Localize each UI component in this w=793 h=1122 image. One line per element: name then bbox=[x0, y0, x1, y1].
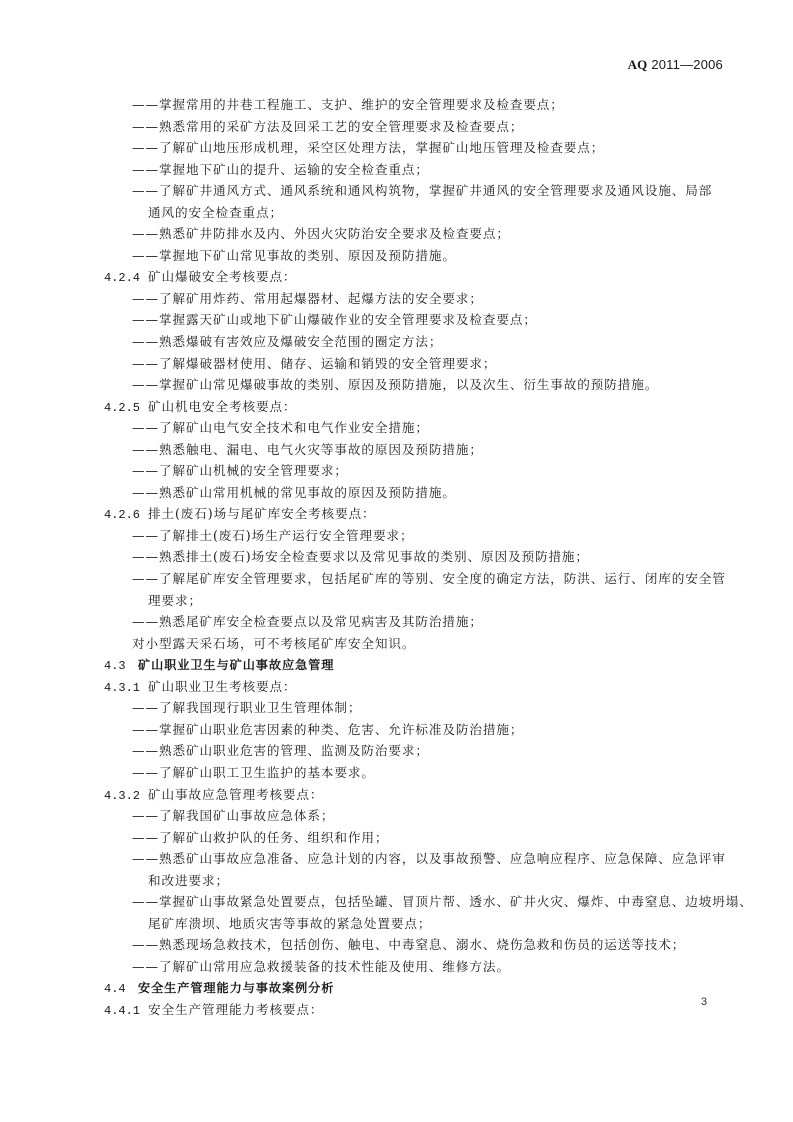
line-text: ——掌握矿山常见爆破事故的类别、原因及预防措施，以及次生、衍生事故的预防措施。 bbox=[132, 377, 659, 393]
standard-prefix: AQ bbox=[627, 57, 648, 72]
section-title: 矿山职业卫生与矿山事故应急管理 bbox=[138, 658, 335, 673]
section-title: 矿山机电安全考核要点： bbox=[148, 398, 297, 414]
line-text: ——了解我国矿山事故应急体系； bbox=[132, 808, 335, 824]
section-number: 4.3.1 bbox=[104, 680, 141, 695]
list-item bbox=[104, 94, 724, 116]
section-heading bbox=[104, 977, 724, 999]
list-item bbox=[104, 719, 724, 741]
list-item bbox=[104, 288, 724, 310]
section-heading bbox=[104, 654, 724, 676]
list-item bbox=[104, 137, 724, 159]
list-item bbox=[104, 439, 724, 461]
line-text: ——熟悉排土(废石)场安全检查要求以及常见事故的类别、原因及预防措施； bbox=[132, 549, 589, 565]
list-item bbox=[104, 525, 724, 547]
line-text: ——掌握矿山职业危害因素的种类、危害、允许标准及防治措施； bbox=[132, 721, 524, 737]
note-text bbox=[104, 633, 724, 655]
list-item bbox=[104, 611, 724, 633]
list-item bbox=[104, 223, 724, 245]
line-text: ——了解矿山常用应急救援装备的技术性能及使用、维修方法。 bbox=[132, 958, 510, 974]
line-text: ——了解爆破器材使用、储存、运输和销毁的安全管理要求； bbox=[132, 355, 497, 371]
subsection-heading bbox=[104, 784, 724, 806]
line-text: ——了解矿用炸药、常用起爆器材、起爆方法的安全要求； bbox=[132, 290, 483, 306]
section-number: 4.4 bbox=[104, 982, 126, 997]
line-text: 理要求； bbox=[148, 592, 202, 608]
line-text: 尾矿库溃坝、地质灾害等事故的紧急处置要点； bbox=[148, 915, 432, 931]
list-item bbox=[104, 353, 724, 375]
list-item-continuation bbox=[104, 202, 724, 224]
line-text: ——熟悉触电、漏电、电气火灾等事故的原因及预防措施； bbox=[132, 441, 483, 457]
line-text: ——熟悉矿山事故应急准备、应急计划的内容，以及事故预警、应急响应程序、应急保障、应急评审 bbox=[132, 851, 726, 867]
line-text: ——了解矿山地压形成机理，采空区处理方法，掌握矿山地压管理及检查要点； bbox=[132, 140, 605, 156]
section-number: 4.4.1 bbox=[104, 1003, 141, 1018]
list-item-continuation bbox=[104, 913, 724, 935]
section-title: 安全生产管理能力与事故案例分析 bbox=[138, 981, 335, 996]
page-number: 3 bbox=[701, 996, 708, 1008]
line-text: ——熟悉矿井防排水及内、外因火灾防治安全要求及检查要点； bbox=[132, 226, 510, 242]
list-item bbox=[104, 546, 724, 568]
line-text: ——熟悉矿山职业危害的管理、监测及防治要求； bbox=[132, 743, 429, 759]
list-item bbox=[104, 848, 724, 870]
line-text: ——了解尾矿库安全管理要求，包括尾矿库的等别、安全度的确定方法，防洪、运行、闭库的安全管 bbox=[132, 571, 726, 587]
list-item bbox=[104, 309, 724, 331]
subsection-heading bbox=[104, 676, 724, 698]
line-text: ——熟悉矿山常用机械的常见事故的原因及预防措施。 bbox=[132, 484, 456, 500]
list-item bbox=[104, 740, 724, 762]
line-text: ——了解我国现行职业卫生管理体制； bbox=[132, 700, 362, 716]
line-text: ——掌握常用的井巷工程施工、支护、维护的安全管理要求及检查要点； bbox=[132, 97, 564, 112]
list-item-continuation bbox=[104, 590, 724, 612]
subsection-heading bbox=[104, 396, 724, 418]
line-text: ——熟悉尾矿库安全检查要点以及常见病害及其防治措施； bbox=[132, 614, 483, 630]
standard-number: 2011—2006 bbox=[651, 57, 723, 72]
line-text: ——了解矿井通风方式、通风系统和通风构筑物，掌握矿井通风的安全管理要求及通风设施、局部 bbox=[132, 183, 713, 199]
section-number: 4.2.4 bbox=[104, 271, 141, 286]
line-text: ——掌握矿山事故紧急处置要点，包括坠罐、冒顶片帮、透水、矿井火灾、爆炸、中毒窒息、边坡坍塌、 bbox=[132, 894, 753, 910]
line-text: ——了解矿山机械的安全管理要求； bbox=[132, 463, 348, 479]
section-title: 矿山爆破安全考核要点： bbox=[148, 269, 297, 285]
subsection-heading bbox=[104, 503, 724, 525]
section-number: 4.2.5 bbox=[104, 400, 141, 415]
subsection-heading bbox=[104, 266, 724, 288]
line-text: ——了解矿山电气安全技术和电气作业安全措施； bbox=[132, 420, 429, 436]
list-item bbox=[104, 245, 724, 267]
line-text: 通风的安全检查重点； bbox=[148, 204, 283, 220]
section-number: 4.2.6 bbox=[104, 508, 141, 523]
section-number: 4.3.2 bbox=[104, 788, 141, 803]
list-item bbox=[104, 805, 724, 827]
list-item bbox=[104, 697, 724, 719]
line-text: ——了解矿山救护队的任务、组织和作用； bbox=[132, 829, 389, 845]
line-text: ——掌握地下矿山常见事故的类别、原因及预防措施。 bbox=[132, 247, 456, 263]
list-item bbox=[104, 460, 724, 482]
list-item bbox=[104, 180, 724, 202]
line-text: ——掌握露天矿山或地下矿山爆破作业的安全管理要求及检查要点； bbox=[132, 312, 537, 328]
line-text: 对小型露天采石场，可不考核尾矿库安全知识。 bbox=[132, 635, 416, 651]
list-item bbox=[104, 891, 753, 913]
section-title: 矿山职业卫生考核要点： bbox=[148, 678, 297, 694]
list-item bbox=[104, 331, 724, 353]
list-item bbox=[104, 116, 724, 138]
list-item bbox=[104, 956, 724, 978]
list-item bbox=[104, 482, 724, 504]
section-title: 矿山事故应急管理考核要点： bbox=[148, 786, 324, 802]
line-text: ——了解矿山职工卫生监护的基本要求。 bbox=[132, 764, 375, 780]
list-item bbox=[104, 417, 724, 439]
document-body bbox=[104, 94, 753, 1021]
list-item bbox=[104, 374, 724, 396]
list-item-continuation bbox=[104, 870, 724, 892]
list-item bbox=[104, 568, 724, 590]
line-text: ——熟悉常用的采矿方法及回采工艺的安全管理要求及检查要点； bbox=[132, 118, 524, 134]
line-text: ——了解排土(废石)场生产运行安全管理要求； bbox=[132, 527, 414, 543]
section-title: 安全生产管理能力考核要点： bbox=[148, 1001, 324, 1017]
list-item bbox=[104, 827, 724, 849]
list-item bbox=[104, 934, 724, 956]
list-item bbox=[104, 762, 724, 784]
line-text: ——掌握地下矿山的提升、运输的安全检查重点； bbox=[132, 161, 429, 177]
line-text: ——熟悉爆破有害效应及爆破安全范围的圈定方法； bbox=[132, 334, 443, 350]
section-title: 排土(废石)场与尾矿库安全考核要点： bbox=[148, 506, 376, 522]
standard-code-header bbox=[628, 57, 723, 73]
section-number: 4.3 bbox=[104, 659, 126, 674]
line-text: 和改进要求； bbox=[148, 872, 229, 888]
subsection-heading bbox=[104, 999, 724, 1021]
list-item bbox=[104, 159, 724, 181]
line-text: ——熟悉现场急救技术，包括创伤、触电、中毒窒息、溺水、烧伤急救和伤员的运送等技术； bbox=[132, 937, 686, 953]
